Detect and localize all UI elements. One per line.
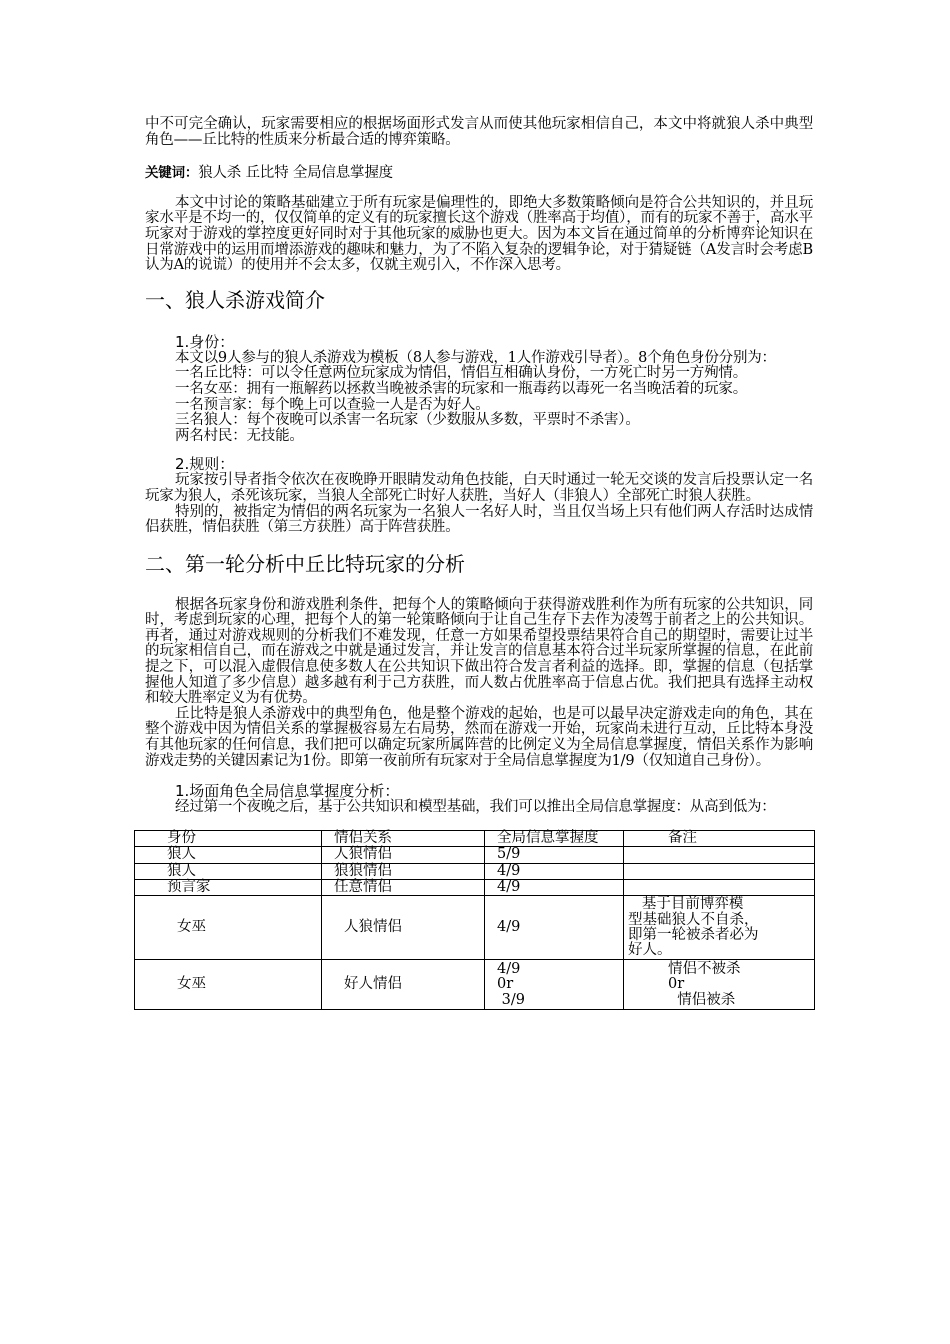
keywords-label: 关键词： — [145, 165, 199, 182]
rules-paragraph-1: 玩家按引导者指令依次在夜晚睁开眼睛发动角色技能，白天时通过一轮无交谈的发言后投票认定一名玩家为狼人，杀死该玩家，当狼人全部死亡时好人获胜，当好人（非狼人）全部死亡时狼人获胜。 — [145, 472, 813, 504]
table-cell: 5/9 — [485, 847, 624, 863]
keywords-value: 狼人杀 丘比特 全局信息掌握度 — [198, 165, 393, 182]
table-cell — [624, 863, 815, 879]
table-row — [135, 847, 815, 863]
table-cell: 狼狼情侣 — [322, 863, 485, 879]
abstract-text: 中不可完全确认，玩家需要相应的根据场面形式发言从而使其他玩家相信自己，本文中将就狼人杀中典型角色——丘比特的性质来分析最合适的博弈策略。 — [145, 116, 813, 148]
subsection-identity-heading: 1.身份： — [175, 332, 235, 351]
table-cell — [624, 847, 815, 863]
section-2-paragraph-1: 根据各玩家身份和游戏胜利条件，把每个人的策略倾向于获得游戏胜利作为所有玩家的公共知识，同时，考虑到玩家的心理，把每个人的第一轮策略倾向于让自己生存下去作为凌驾于前者之上的公共知识。再者，通过对游戏规则的分析我们不难发现，任意一方如果希望投票结果符合自己的期望时，需要让过半的玩家相信自己，而在游戏之中就是通过发言，并让发言的信息基本符合过半玩家所掌握的信息，在此前提之下，可以混入虚假信息使多数人在公共知识下做出符合发言者利益的选择。即，掌握的信息（包括掌握他人知道了多少信息）越多越有利于己方获胜，而人数占优胜率高于信息占优。我们把具有选择主动权和较大胜率定义为有优势。 — [145, 596, 813, 707]
table-header-row — [135, 830, 815, 846]
table-cell: 情侣不被杀 0r 情侣被杀 — [624, 960, 815, 1010]
identity-witch: 一名女巫：拥有一瓶解药以拯救当晚被杀害的玩家和一瓶毒药以毒死一名当晚活着的玩家。 — [175, 380, 747, 397]
table-cell: 4/9 — [485, 896, 624, 960]
table-cell: 人狼情侣 — [322, 896, 485, 960]
table-cell: 女巫 — [135, 960, 322, 1010]
table-cell: 任意情侣 — [322, 880, 485, 896]
table-row — [135, 880, 815, 896]
table-header-cell: 身份 — [135, 830, 322, 846]
subsection-rules-heading: 2.规则： — [175, 455, 235, 474]
rules-paragraph-2: 特别的，被指定为情侣的两名玩家为一名狼人一名好人时，当且仅当场上只有他们两人存活时达成情侣获胜，情侣获胜（第三方获胜）高于阵营获胜。 — [145, 503, 813, 536]
intro-paragraph: 本文中讨论的策略基础建立于所有玩家是偏理性的，即绝大多数策略倾向是符合公共知识的，并且玩家水平是不均一的，仅仅简单的定义有的玩家擅长这个游戏（胜率高于均值），而有的玩家不善于，高水平玩家对于游戏的掌控度更好同时对于其他玩家的威胁也更大。因为本文旨在通过简单的分析博弈论知识在日常游戏中的运用而增添游戏的趣味和魅力，为了不陷入复杂的逻辑争论，对于猜疑链（A发言时会考虑B认为A的说谎）的使用并不会太多，仅就主观引入，不作深入思考。 — [145, 194, 813, 274]
identity-seer: 一名预言家：每个晚上可以查验一人是否为好人。 — [175, 396, 490, 413]
identity-cupid: 一名丘比特：可以令任意两位玩家成为情侣，情侣互相确认身份，一方死亡时另一方殉情。 — [175, 365, 747, 382]
table-cell: 基于目前博弈模 型基础狼人不自杀， 即第一轮被杀者必为 好人。 — [624, 896, 815, 960]
table-row — [135, 896, 815, 960]
identity-paragraph-1: 本文以9人参与的狼人杀游戏为模板（8人参与游戏，1人作游戏引导者）。8个角色身份分别为： — [175, 349, 776, 366]
analysis-paragraph: 经过第一个夜晚之后，基于公共知识和模型基础，我们可以推出全局信息掌握度：从高到低为： — [175, 799, 776, 816]
table-cell: 4/9 0r 3/9 — [485, 960, 624, 1010]
subsection-analysis-heading: 1.场面角色全局信息掌握度分析： — [175, 782, 400, 801]
table-row — [135, 960, 815, 1010]
table-header-cell: 备注 — [624, 830, 815, 846]
table-header-cell: 情侣关系 — [322, 830, 485, 846]
identity-villagers: 两名村民：无技能。 — [175, 427, 304, 444]
table-row — [135, 863, 815, 879]
table-header-cell: 全局信息掌握度 — [485, 830, 624, 846]
identity-wolves: 三名狼人：每个夜晚可以杀害一名玩家（少数服从多数，平票时不杀害）。 — [175, 412, 640, 429]
table-cell — [624, 880, 815, 896]
table-cell: 狼人 — [135, 847, 322, 863]
section-2-paragraph-2: 丘比特是狼人杀游戏中的典型角色，他是整个游戏的起始，也是可以最早决定游戏走向的角色，其在整个游戏中因为情侣关系的掌握极容易左右局势，然而在游戏一开始，玩家尚未进行互动，丘比特本身没有其他玩家的任何信息，我们把可以确定玩家所属阵营的比例定义为全局信息掌握度，情侣关系作为影响游戏走势的关键因素记为1份。即第一夜前所有玩家对于全局信息掌握度为1/9（仅知道自己身份）。 — [145, 705, 813, 769]
table-cell: 预言家 — [135, 880, 322, 896]
section-1-heading: 一、狼人杀游戏简介 — [145, 287, 325, 312]
table-cell: 4/9 — [485, 863, 624, 879]
table-cell: 狼人 — [135, 863, 322, 879]
info-mastery-table — [134, 830, 815, 1011]
table-cell: 好人情侣 — [322, 960, 485, 1010]
table-cell: 4/9 — [485, 880, 624, 896]
table-cell: 女巫 — [135, 896, 322, 960]
document-page — [145, 117, 813, 1010]
section-2-heading: 二、第一轮分析中丘比特玩家的分析 — [145, 551, 465, 576]
keywords-line — [145, 166, 813, 182]
table-cell: 人狼情侣 — [322, 847, 485, 863]
